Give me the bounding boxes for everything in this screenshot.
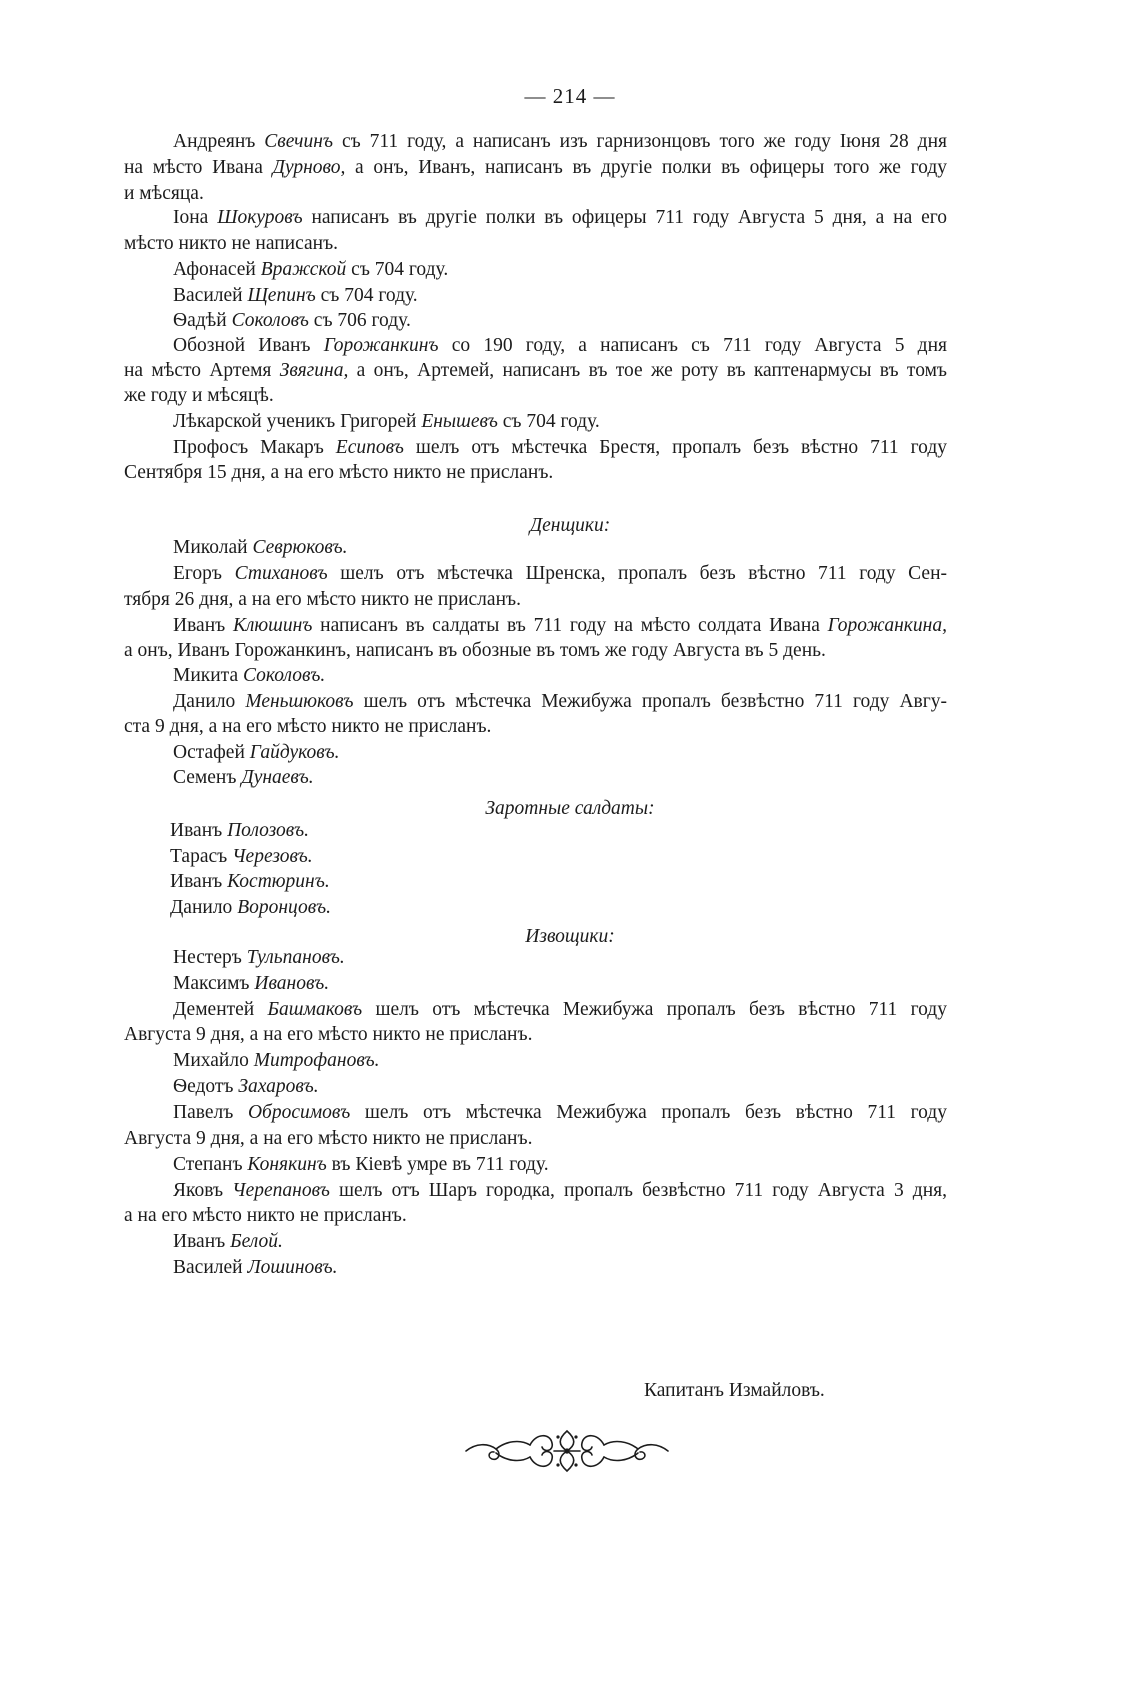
text-line: Иванъ Полозовъ. [170,820,309,841]
text-line: и мѣсяца. [124,183,204,204]
text-line: тября 26 дня, а на его мѣсто никто не присланъ. [124,589,521,610]
text-line: Егоръ Стихановъ шелъ отъ мѣстечка Шренска, пропалъ безъ вѣстно 711 году Сен- [173,563,947,584]
text-line: ста 9 дня, а на его мѣсто никто не присланъ. [124,716,492,737]
text-line: Миколай Севрюковъ. [173,537,348,558]
text-line: а онъ, Иванъ Горожанкинъ, написанъ въ обозные въ томъ же году Августа въ 5 день. [124,640,826,661]
text-line: Данило Меньшюковъ шелъ отъ мѣстечка Межибужа пропалъ безвѣстно 711 году Авгу- [173,691,947,712]
text-line: Ѳадѣй Соколовъ съ 706 году. [173,310,411,331]
text-line: Сентября 15 дня, а на его мѣсто никто не присланъ. [124,462,554,483]
text-line: Микита Соколовъ. [173,665,326,686]
signature: Капитанъ Измайловъ. [644,1380,825,1401]
text-line: Обозной Иванъ Горожанкинъ со 190 году, а написанъ съ 711 году Августа 5 дня [173,335,947,356]
text-line: Нестеръ Тульпановъ. [173,947,345,968]
text-line: Иванъ Белой. [173,1231,283,1252]
text-line: а на его мѣсто никто не присланъ. [124,1205,407,1226]
text-line: Дементей Башмаковъ шелъ отъ мѣстечка Межибужа пропалъ безъ вѣстно 711 году [173,999,947,1020]
text-line: Яковъ Черепановъ шелъ отъ Шаръ городка, пропалъ безвѣстно 711 году Августа 3 дня, [173,1180,947,1201]
text-line: Іона Шокуровъ написанъ въ другіе полки въ офицеры 711 году Августа 5 дня, а на его [173,207,947,228]
section-heading: Заротные салдаты: [485,798,655,819]
text-line: же году и мѣсяцѣ. [124,385,274,406]
text-line: Данило Воронцовъ. [170,897,331,918]
text-line: Семенъ Дунаевъ. [173,767,314,788]
section-heading: Денщики: [529,515,611,536]
text-line: Профосъ Макаръ Есиповъ шелъ отъ мѣстечка Брестя, пропалъ безъ вѣстно 711 году [173,437,947,458]
text-line: Афонасей Вражской съ 704 году. [173,259,449,280]
section-heading: Извощики: [525,926,615,947]
text-line: Августа 9 дня, а на его мѣсто никто не присланъ. [124,1128,533,1149]
text-line: Остафей Гайдуковъ. [173,742,340,763]
text-line: на мѣсто Ивана Дурново, а онъ, Иванъ, написанъ въ другіе полки въ офицеры того же году [124,157,947,178]
text-line: Василей Лошиновъ. [173,1257,338,1278]
page-number: — 214 — [524,84,616,108]
text-line: Степанъ Конякинъ въ Кіевѣ умре въ 711 году. [173,1154,549,1175]
text-line: Лѣкарской ученикъ Григорей Енышевъ съ 704 году. [173,411,600,432]
text-line: Василей Щепинъ съ 704 году. [173,285,418,306]
text-line: Иванъ Костюринъ. [170,871,330,892]
text-line: Ѳедотъ Захаровъ. [173,1076,319,1097]
text-line: Августа 9 дня, а на его мѣсто никто не присланъ. [124,1024,533,1045]
text-line: Павелъ Обросимовъ шелъ отъ мѣстечка Межибужа пропалъ безъ вѣстно 711 году [173,1102,947,1123]
text-line: Иванъ Клюшинъ написанъ въ салдаты въ 711 году на мѣсто солдата Ивана Горожанкина, [173,615,947,636]
text-line: на мѣсто Артемя Звягина, а онъ, Артемей, написанъ въ тое же роту въ каптенармусы въ томъ [124,360,947,381]
ornament-icon [462,1425,672,1477]
text-line: мѣсто никто не написанъ. [124,233,339,254]
text-line: Андреянъ Свечинъ съ 711 году, а написанъ изъ гарнизонцовъ того же году Іюня 28 дня [173,131,947,152]
text-line: Максимъ Ивановъ. [173,973,330,994]
text-line: Михайло Митрофановъ. [173,1050,380,1071]
text-line: Тарасъ Черезовъ. [170,846,313,867]
